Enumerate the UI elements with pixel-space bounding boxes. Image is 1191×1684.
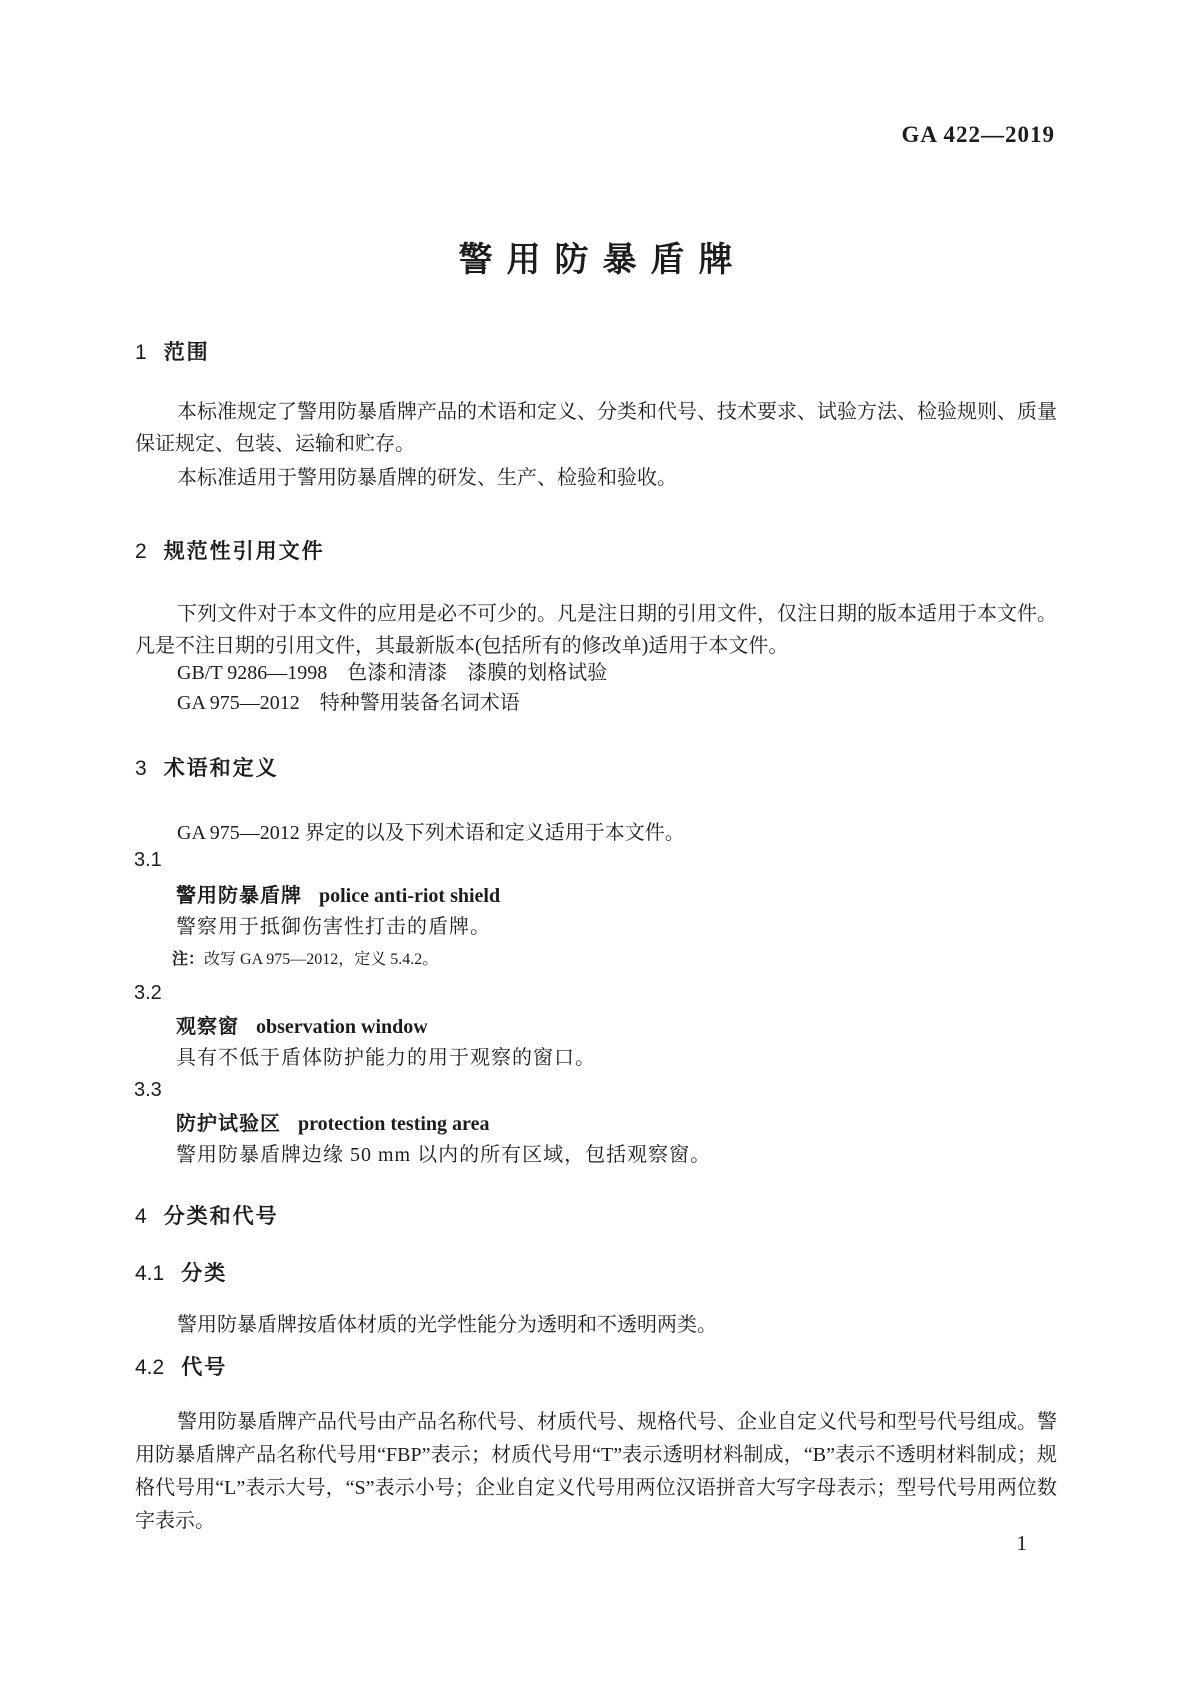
section-1-number: 1 xyxy=(135,341,147,364)
scope-paragraph-2: 本标准适用于警用防暴盾牌的研发、生产、检验和验收。 xyxy=(177,467,677,489)
term-3-3 xyxy=(176,1112,489,1136)
terms-intro: GA 975—2012 界定的以及下列术语和定义适用于本文件。 xyxy=(177,822,685,844)
code-paragraph: 警用防暴盾牌产品代号由产品名称代号、材质代号、规格代号、企业自定义代号和型号代号组成。警用防暴盾牌产品名称代号用“FBP”表示；材质代号用“T”表示透明材料制成，“B”表示不透明材料制成；规格代号用“L”表示大号，“S”表示小号；企业自定义代号用两位汉语拼音大写字母表示；型号代号用两位数字表示。 xyxy=(135,1411,1057,1532)
section-4-heading xyxy=(135,1205,279,1229)
note-label: 注： xyxy=(172,951,205,968)
section-4-1-number: 4.1 xyxy=(135,1262,165,1285)
term-3-2 xyxy=(176,1015,428,1039)
term-3-3-chinese: 防护试验区 xyxy=(176,1113,281,1135)
section-2-heading xyxy=(135,540,325,564)
section-4-1-title: 分类 xyxy=(181,1262,228,1285)
note-text: 改写 GA 975—2012，定义 5.4.2。 xyxy=(204,951,439,968)
term-3-1-chinese: 警用防暴盾牌 xyxy=(176,885,302,907)
section-1-title: 范围 xyxy=(163,341,210,364)
term-3-2-definition: 具有不低于盾体防护能力的用于观察的窗口。 xyxy=(176,1047,596,1069)
scope-paragraph-1: 本标准规定了警用防暴盾牌产品的术语和定义、分类和代号、技术要求、试验方法、检验规则、质量保证规定、包装、运输和贮存。 xyxy=(135,401,1057,455)
section-3-heading xyxy=(135,757,279,781)
page-number: 1 xyxy=(1016,1531,1027,1555)
section-4-2-title: 代号 xyxy=(181,1356,228,1379)
term-3-1-definition: 警察用于抵御伤害性打击的盾牌。 xyxy=(176,916,491,938)
section-4-title: 分类和代号 xyxy=(163,1205,279,1228)
section-2-number: 2 xyxy=(135,540,147,563)
clause-3-1-number: 3.1 xyxy=(134,849,162,871)
section-3-title: 术语和定义 xyxy=(163,757,279,780)
term-3-3-english: protection testing area xyxy=(298,1113,490,1135)
section-1-heading xyxy=(135,341,210,365)
section-4-1-heading xyxy=(135,1262,227,1286)
term-3-1-note xyxy=(172,950,438,970)
section-4-2-heading xyxy=(135,1356,227,1380)
reference-entry-1: GB/T 9286—1998 色漆和清漆 漆膜的划格试验 xyxy=(177,662,608,684)
term-3-2-english: observation window xyxy=(256,1016,428,1038)
term-3-3-definition: 警用防暴盾牌边缘 50 mm 以内的所有区域，包括观察窗。 xyxy=(176,1144,712,1166)
clause-3-3-number: 3.3 xyxy=(134,1079,162,1101)
term-3-1-english: police anti-riot shield xyxy=(319,885,501,907)
clause-3-2-number: 3.2 xyxy=(134,982,162,1004)
document-title: 警用防暴盾牌 xyxy=(458,241,747,279)
section-4-number: 4 xyxy=(135,1205,147,1228)
reference-entry-2: GA 975—2012 特种警用装备名词术语 xyxy=(177,692,520,714)
section-3-number: 3 xyxy=(135,757,147,780)
section-4-2-number: 4.2 xyxy=(135,1356,165,1379)
references-paragraph: 下列文件对于本文件的应用是必不可少的。凡是注日期的引用文件，仅注日期的版本适用于本文件。凡是不注日期的引用文件，其最新版本(包括所有的修改单)适用于本文件。 xyxy=(135,603,1057,657)
section-2-title: 规范性引用文件 xyxy=(163,540,325,563)
classification-paragraph: 警用防暴盾牌按盾体材质的光学性能分为透明和不透明两类。 xyxy=(177,1314,717,1336)
term-3-1 xyxy=(176,884,500,908)
term-3-2-chinese: 观察窗 xyxy=(176,1016,239,1038)
standard-code: GA 422—2019 xyxy=(901,122,1055,147)
